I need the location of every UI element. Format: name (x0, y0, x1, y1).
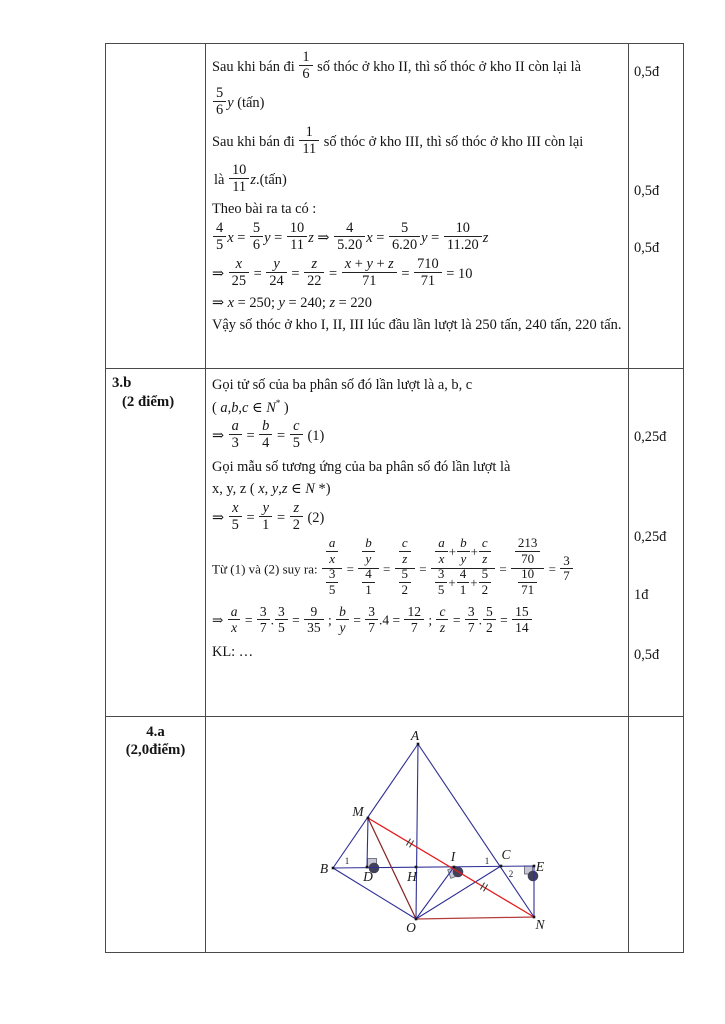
points-cell-4a (629, 717, 683, 952)
svg-text:O: O (406, 920, 416, 935)
question-cell-empty (106, 44, 206, 369)
svg-text:N: N (535, 917, 545, 932)
points-value: 0,5đ (634, 240, 660, 256)
figure-cell-4a (206, 717, 629, 952)
svg-text:I: I (450, 849, 456, 864)
svg-text:D: D (363, 869, 373, 884)
svg-text:1: 1 (344, 856, 350, 866)
points-value: 0,5đ (634, 647, 660, 663)
math-line: Sau khi bán đi $\frac{1}{11}$ số thóc ở kho III, thì số thóc ở kho III còn lại (212, 123, 584, 157)
math-line: là $\frac{10}{11}$ z.(tấn) (214, 161, 287, 195)
math-line: $\frac{4}{5}$ x = $\frac{5}{6}$ y = $\frac{10}{11}$ z ⇒ $\frac{4}{5.20}$ x = $\frac{5}{6.20}$ y = $\frac{10}{11.20}$ z (212, 222, 622, 255)
points-value: 1đ (634, 587, 649, 603)
svg-text:M: M (352, 804, 364, 819)
math-line: KL: … (212, 643, 254, 660)
geometry-figure (206, 717, 629, 952)
figure-wrapper (206, 717, 628, 952)
svg-text:B: B (319, 861, 329, 876)
solution-cell-3a (206, 44, 629, 369)
question-number: 4.a (146, 724, 165, 740)
math-line: Gọi mẫu số tương ứng của ba phân số đó lần lượt là (212, 459, 511, 476)
math-line: Gọi tử số của ba phân số đó lần lượt là a, b, c (212, 377, 473, 393)
math-line: $\frac{5}{6}$ y (tấn) (212, 87, 622, 120)
math-line: Vậy số thóc ở kho I, II, III lúc đầu lần lượt là 250 tấn, 240 tấn, 220 tấn. (212, 316, 622, 333)
svg-text:C: C (501, 847, 511, 862)
svg-text:A: A (410, 728, 420, 743)
solution-cell-3b (206, 369, 629, 717)
points-value: 0,5đ (634, 64, 660, 80)
math-line: ⇒ $\frac{x}{5}$ = $\frac{y}{1}$ = $\frac{z}{2}$ (2) (212, 499, 325, 534)
question-points-total: (2 điểm) (122, 394, 175, 410)
math-line: x, y, z ( x, y,z ∈ N *) (212, 481, 331, 498)
question-cell-4a (106, 717, 206, 952)
math-line: ⇒ $\frac{a}{3}$ = $\frac{b}{4}$ = $\frac{c}{5}$ (1) (212, 418, 325, 452)
svg-text:H: H (407, 869, 417, 884)
points-value: 0,25đ (634, 429, 667, 445)
points-cell-3b (629, 369, 683, 717)
math-line: Theo bài ra ta có : (212, 201, 317, 217)
math-line: Từ (1) và (2) suy ra: $\frac{\frac{a}{x}}{\frac{3}{5}}$ = $\frac{\frac{b}{y}}{\frac{4}{1}}$ = $\frac{\frac{c}{z}}{\frac{5}{2}}$ = $\frac{a}{x}$ + $\frac{b}{y}$ + $\frac{c}{z}$ $\frac{3}{5}$ + $\frac{4}{1}$ + $\frac{5}{2}$ = $\frac{\frac{213}{70}}{\frac{10}{71}}$ = $\frac{3}{7}$ (212, 540, 622, 601)
points-value: 0,25đ (634, 529, 667, 545)
svg-text:2: 2 (508, 869, 514, 879)
svg-text:1: 1 (484, 856, 490, 866)
points-value: 0,5đ (634, 183, 660, 199)
question-points-total: (2,0điểm) (125, 742, 186, 758)
points-cell-3a (629, 44, 683, 369)
svg-text:E: E (535, 859, 545, 874)
question-number: 3.b (112, 375, 132, 391)
math-line: ⇒ $\frac{a}{x}$ = $\frac{3}{7}$ . $\frac{3}{5}$ = $\frac{9}{35}$ ; $\frac{b}{y}$ = $\frac{3}{7}$ .4 = $\frac{12}{7}$ ; $\frac{c}{z}$ = $\frac{3}{7}$ . $\frac{5}{2}$ = $\frac{15}{14}$ (212, 606, 622, 637)
math-line: ⇒ x = 250; y = 240; z = 220 (212, 295, 372, 312)
math-line: Sau khi bán đi $\frac{1}{6}$ số thóc ở kho II, thì số thóc ở kho II còn lại là (212, 49, 581, 83)
math-line: ⇒ $\frac{x}{25}$ = $\frac{y}{24}$ = $\frac{z}{22}$ = $\frac{x + y + z}{71}$ = $\frac{710}{71}$ = 10 (212, 255, 473, 290)
answer-key-table (105, 43, 684, 953)
math-line: ( a,b,c ∈ N* ) (212, 397, 289, 416)
question-cell-3b (106, 369, 206, 717)
